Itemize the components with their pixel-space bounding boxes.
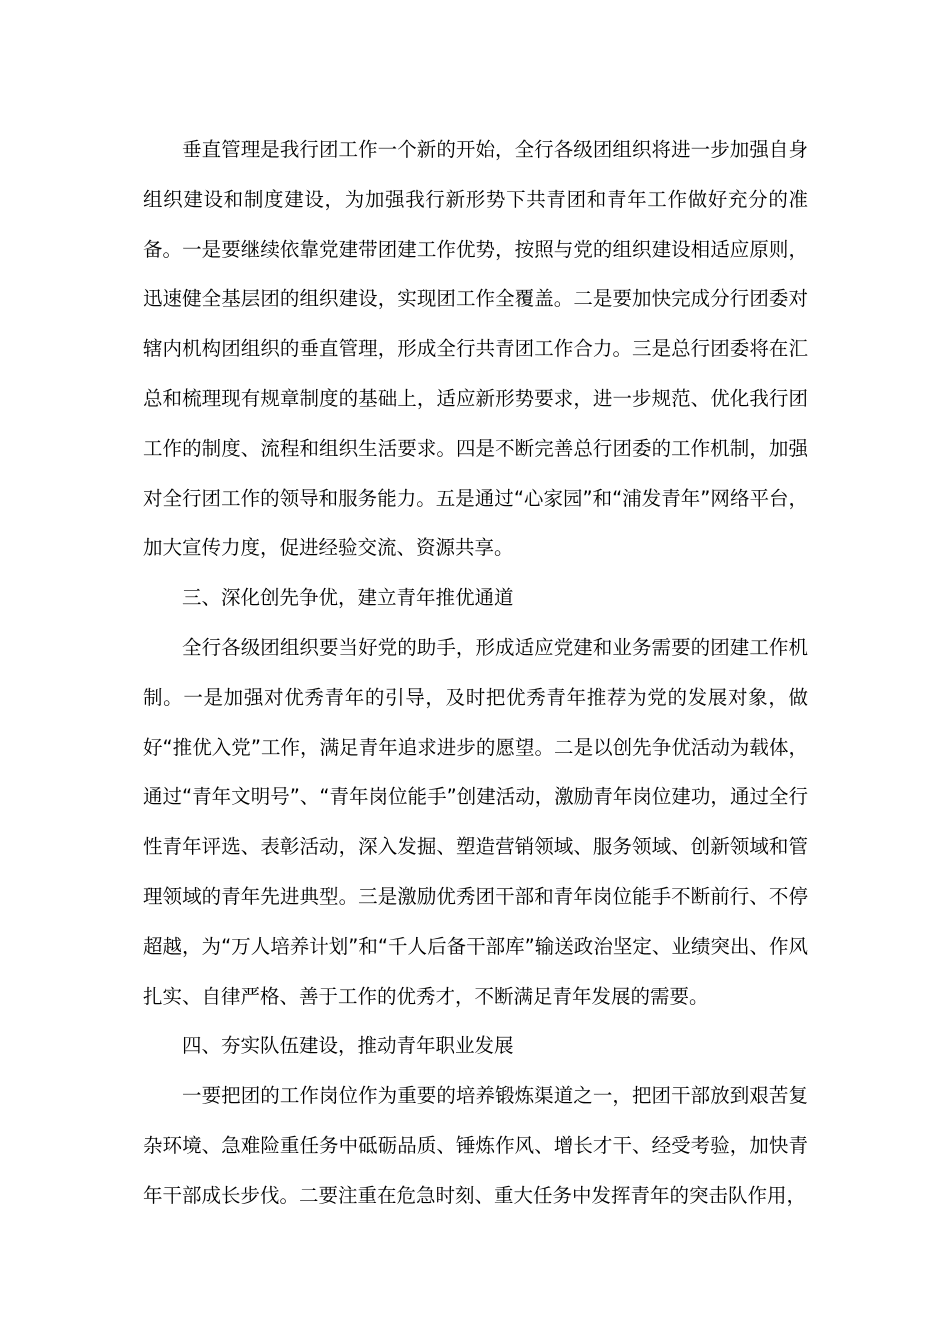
- paragraph-excellence-channel: 全行各级团组织要当好党的助手，形成适应党建和业务需要的团建工作机制。一是加强对优秀青年的引导，及时把优秀青年推荐为党的发展对象，做好“推优入党”工作，满足青年追求进步的愿望。二是以创先争优活动为载体，通过“青年文明号”、“青年岗位能手”创建活动，激励青年岗位建功，通过全行性青年评选、表彰活动，深入发掘、塑造营销领域、服务领域、创新领域和管理领域的青年先进典型。三是激励优秀团干部和青年岗位能手不断前行、不停超越，为“万人培养计划”和“千人后备干部库”输送政治坚定、业绩突出、作风扎实、自律严格、善于工作的优秀才，不断满足青年发展的需要。: [143, 635, 808, 1008]
- section-heading-four: 四、夯实队伍建设，推动青年职业发展: [182, 1034, 514, 1058]
- section-heading-three: 三、深化创先争优，建立青年推优通道: [182, 586, 514, 610]
- paragraph-vertical-management: 垂直管理是我行团工作一个新的开始，全行各级团组织将进一步加强自身组织建设和制度建设，为加强我行新形势下共青团和青年工作做好充分的准备。一是要继续依靠党建带团建工作优势，按照与党的组织建设相适应原则，迅速健全基层团的组织建设，实现团工作全覆盖。二是要加快完成分行团委对辖内机构团组织的垂直管理，形成全行共青团工作合力。三是总行团委将在汇总和梳理现有规章制度的基础上，适应新形势要求，进一步规范、优化我行团工作的制度、流程和组织生活要求。四是不断完善总行团委的工作机制，加强对全行团工作的领导和服务能力。五是通过“心家园”和“浦发青年”网络平台，加大宣传力度，促进经验交流、资源共享。: [143, 138, 808, 560]
- paragraph-team-building: 一要把团的工作岗位作为重要的培养锻炼渠道之一，把团干部放到艰苦复杂环境、急难险重任务中砥砺品质、锤炼作风、增长才干、经受考验，加快青年干部成长步伐。二要注重在危急时刻、重大任务中发挥青年的突击队作用，: [143, 1084, 808, 1207]
- document-body: [143, 125, 808, 1221]
